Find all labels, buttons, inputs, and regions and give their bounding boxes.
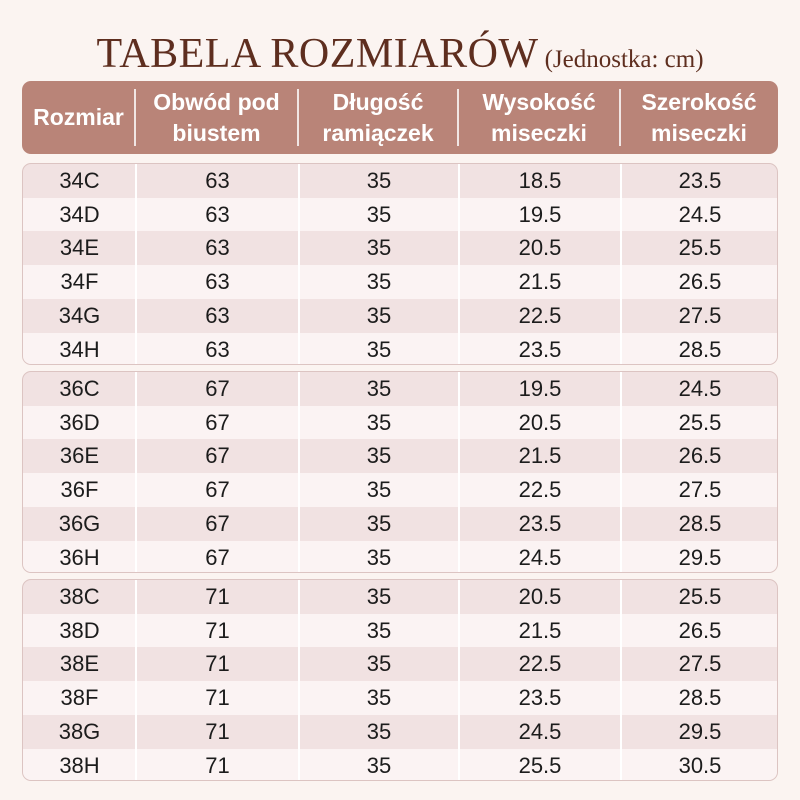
cell-size: 36E xyxy=(59,443,100,469)
cell-strap-length: 35 xyxy=(366,409,392,435)
cell-underbust: 67 xyxy=(205,544,230,570)
cell-cup-height: 21.5 xyxy=(518,269,562,295)
cell-cup-height: 22.5 xyxy=(518,477,562,503)
cell-strap-length: 35 xyxy=(366,477,392,503)
header-size xyxy=(22,81,135,154)
cell-underbust: 63 xyxy=(205,168,230,193)
cell-strap-length: 35 xyxy=(366,201,392,227)
cell-strap-length: 35 xyxy=(366,544,392,570)
cell-underbust: 71 xyxy=(205,584,230,609)
header-divider xyxy=(297,89,299,146)
cell-strap-length: 35 xyxy=(366,617,392,643)
header-divider xyxy=(134,89,136,146)
cell-underbust: 67 xyxy=(205,477,230,503)
cell-underbust: 71 xyxy=(205,685,230,711)
header-cup-width-line2: miseczki xyxy=(651,119,747,146)
cell-cup-width: 27.5 xyxy=(678,477,722,503)
header-underbust-line1: Obwód pod xyxy=(153,88,280,115)
cell-underbust: 63 xyxy=(205,302,230,328)
cell-strap-length: 35 xyxy=(366,685,392,711)
cell-size: 34F xyxy=(60,269,99,295)
cell-strap-length: 35 xyxy=(366,336,392,362)
header-divider xyxy=(457,89,459,146)
cell-cup-width: 26.5 xyxy=(678,443,722,469)
cell-underbust: 67 xyxy=(205,409,230,435)
cell-cup-height: 22.5 xyxy=(518,302,562,328)
cell-size: 34D xyxy=(59,201,100,227)
cell-strap-length: 35 xyxy=(366,269,392,295)
header-strap-length-line1: Długość xyxy=(332,88,424,115)
cell-size: 36C xyxy=(59,376,100,401)
table-header xyxy=(22,81,778,154)
cell-underbust: 63 xyxy=(205,269,230,295)
cell-underbust: 67 xyxy=(205,443,230,469)
cell-cup-height: 20.5 xyxy=(518,584,562,609)
cell-cup-height: 21.5 xyxy=(518,617,562,643)
cell-size: 34E xyxy=(59,235,100,261)
cell-strap-length: 35 xyxy=(366,584,392,609)
column-divider xyxy=(135,372,137,573)
cell-underbust: 71 xyxy=(205,752,230,778)
cell-strap-length: 35 xyxy=(366,718,392,744)
cell-cup-width: 26.5 xyxy=(678,617,722,643)
cell-cup-height: 19.5 xyxy=(518,376,562,401)
page-title xyxy=(0,30,800,78)
cell-size: 38C xyxy=(59,584,100,609)
cell-cup-width: 27.5 xyxy=(678,651,722,677)
cell-underbust: 63 xyxy=(205,336,230,362)
cell-cup-width: 30.5 xyxy=(678,752,722,778)
column-divider xyxy=(135,164,137,365)
header-underbust-line2: biustem xyxy=(172,119,261,146)
column-divider xyxy=(620,580,622,781)
column-divider xyxy=(298,580,300,781)
header-cup-height-line2: miseczki xyxy=(491,119,587,146)
cell-size: 34G xyxy=(58,302,101,328)
column-divider xyxy=(458,164,460,365)
cell-cup-width: 27.5 xyxy=(678,302,722,328)
cell-size: 38G xyxy=(58,718,101,744)
cell-strap-length: 35 xyxy=(366,376,392,401)
header-strap-length-line2: ramiączek xyxy=(322,119,434,146)
cell-cup-width: 23.5 xyxy=(678,168,722,193)
cell-cup-width: 25.5 xyxy=(678,584,722,609)
cell-cup-height: 25.5 xyxy=(518,752,562,778)
cell-size: 38F xyxy=(60,685,99,711)
cell-cup-height: 24.5 xyxy=(518,718,562,744)
title-unit: (Jednostka: cm) xyxy=(544,46,704,73)
size-group xyxy=(22,371,778,573)
header-cup-height xyxy=(458,81,620,154)
cell-cup-width: 28.5 xyxy=(678,510,722,536)
cell-strap-length: 35 xyxy=(366,168,392,193)
column-divider xyxy=(458,580,460,781)
size-group xyxy=(22,579,778,781)
cell-underbust: 71 xyxy=(205,718,230,744)
cell-size: 38H xyxy=(59,752,100,778)
header-underbust xyxy=(135,81,298,154)
cell-cup-width: 24.5 xyxy=(678,376,722,401)
column-divider xyxy=(298,372,300,573)
header-cup-width xyxy=(620,81,778,154)
cell-underbust: 67 xyxy=(205,510,230,536)
cell-size: 36D xyxy=(59,409,100,435)
cell-cup-height: 21.5 xyxy=(518,443,562,469)
cell-cup-height: 20.5 xyxy=(518,235,562,261)
size-group xyxy=(22,163,778,365)
column-divider xyxy=(298,164,300,365)
cell-cup-height: 23.5 xyxy=(518,510,562,536)
cell-cup-height: 23.5 xyxy=(518,685,562,711)
title-main: TABELA ROZMIARÓW xyxy=(96,31,539,77)
cell-underbust: 67 xyxy=(205,376,230,401)
cell-strap-length: 35 xyxy=(366,443,392,469)
cell-size: 34H xyxy=(59,336,100,362)
cell-cup-width: 25.5 xyxy=(678,235,722,261)
header-cup-height-line1: Wysokość xyxy=(482,88,596,115)
header-cup-width-line1: Szerokość xyxy=(641,88,757,115)
cell-cup-width: 29.5 xyxy=(678,718,722,744)
cell-strap-length: 35 xyxy=(366,752,392,778)
cell-cup-height: 24.5 xyxy=(518,544,562,570)
cell-cup-width: 25.5 xyxy=(678,409,722,435)
cell-cup-height: 20.5 xyxy=(518,409,562,435)
column-divider xyxy=(620,372,622,573)
cell-size: 36H xyxy=(59,544,100,570)
cell-strap-length: 35 xyxy=(366,510,392,536)
cell-underbust: 63 xyxy=(205,235,230,261)
cell-underbust: 71 xyxy=(205,617,230,643)
cell-cup-width: 28.5 xyxy=(678,685,722,711)
cell-size: 38E xyxy=(59,651,100,677)
cell-cup-width: 28.5 xyxy=(678,336,722,362)
cell-underbust: 63 xyxy=(205,201,230,227)
header-size-line1: Rozmiar xyxy=(33,104,124,130)
cell-cup-height: 22.5 xyxy=(518,651,562,677)
cell-size: 38D xyxy=(59,617,100,643)
cell-strap-length: 35 xyxy=(366,651,392,677)
cell-strap-length: 35 xyxy=(366,235,392,261)
cell-cup-width: 26.5 xyxy=(678,269,722,295)
header-strap-length xyxy=(298,81,458,154)
cell-size: 34C xyxy=(59,168,100,193)
cell-size: 36F xyxy=(60,477,99,503)
cell-underbust: 71 xyxy=(205,651,230,677)
column-divider xyxy=(135,580,137,781)
cell-cup-height: 18.5 xyxy=(518,168,562,193)
cell-strap-length: 35 xyxy=(366,302,392,328)
cell-cup-height: 23.5 xyxy=(518,336,562,362)
cell-cup-width: 29.5 xyxy=(678,544,722,570)
cell-cup-width: 24.5 xyxy=(678,201,722,227)
cell-cup-height: 19.5 xyxy=(518,201,562,227)
column-divider xyxy=(458,372,460,573)
header-divider xyxy=(619,89,621,146)
cell-size: 36G xyxy=(58,510,101,536)
column-divider xyxy=(620,164,622,365)
